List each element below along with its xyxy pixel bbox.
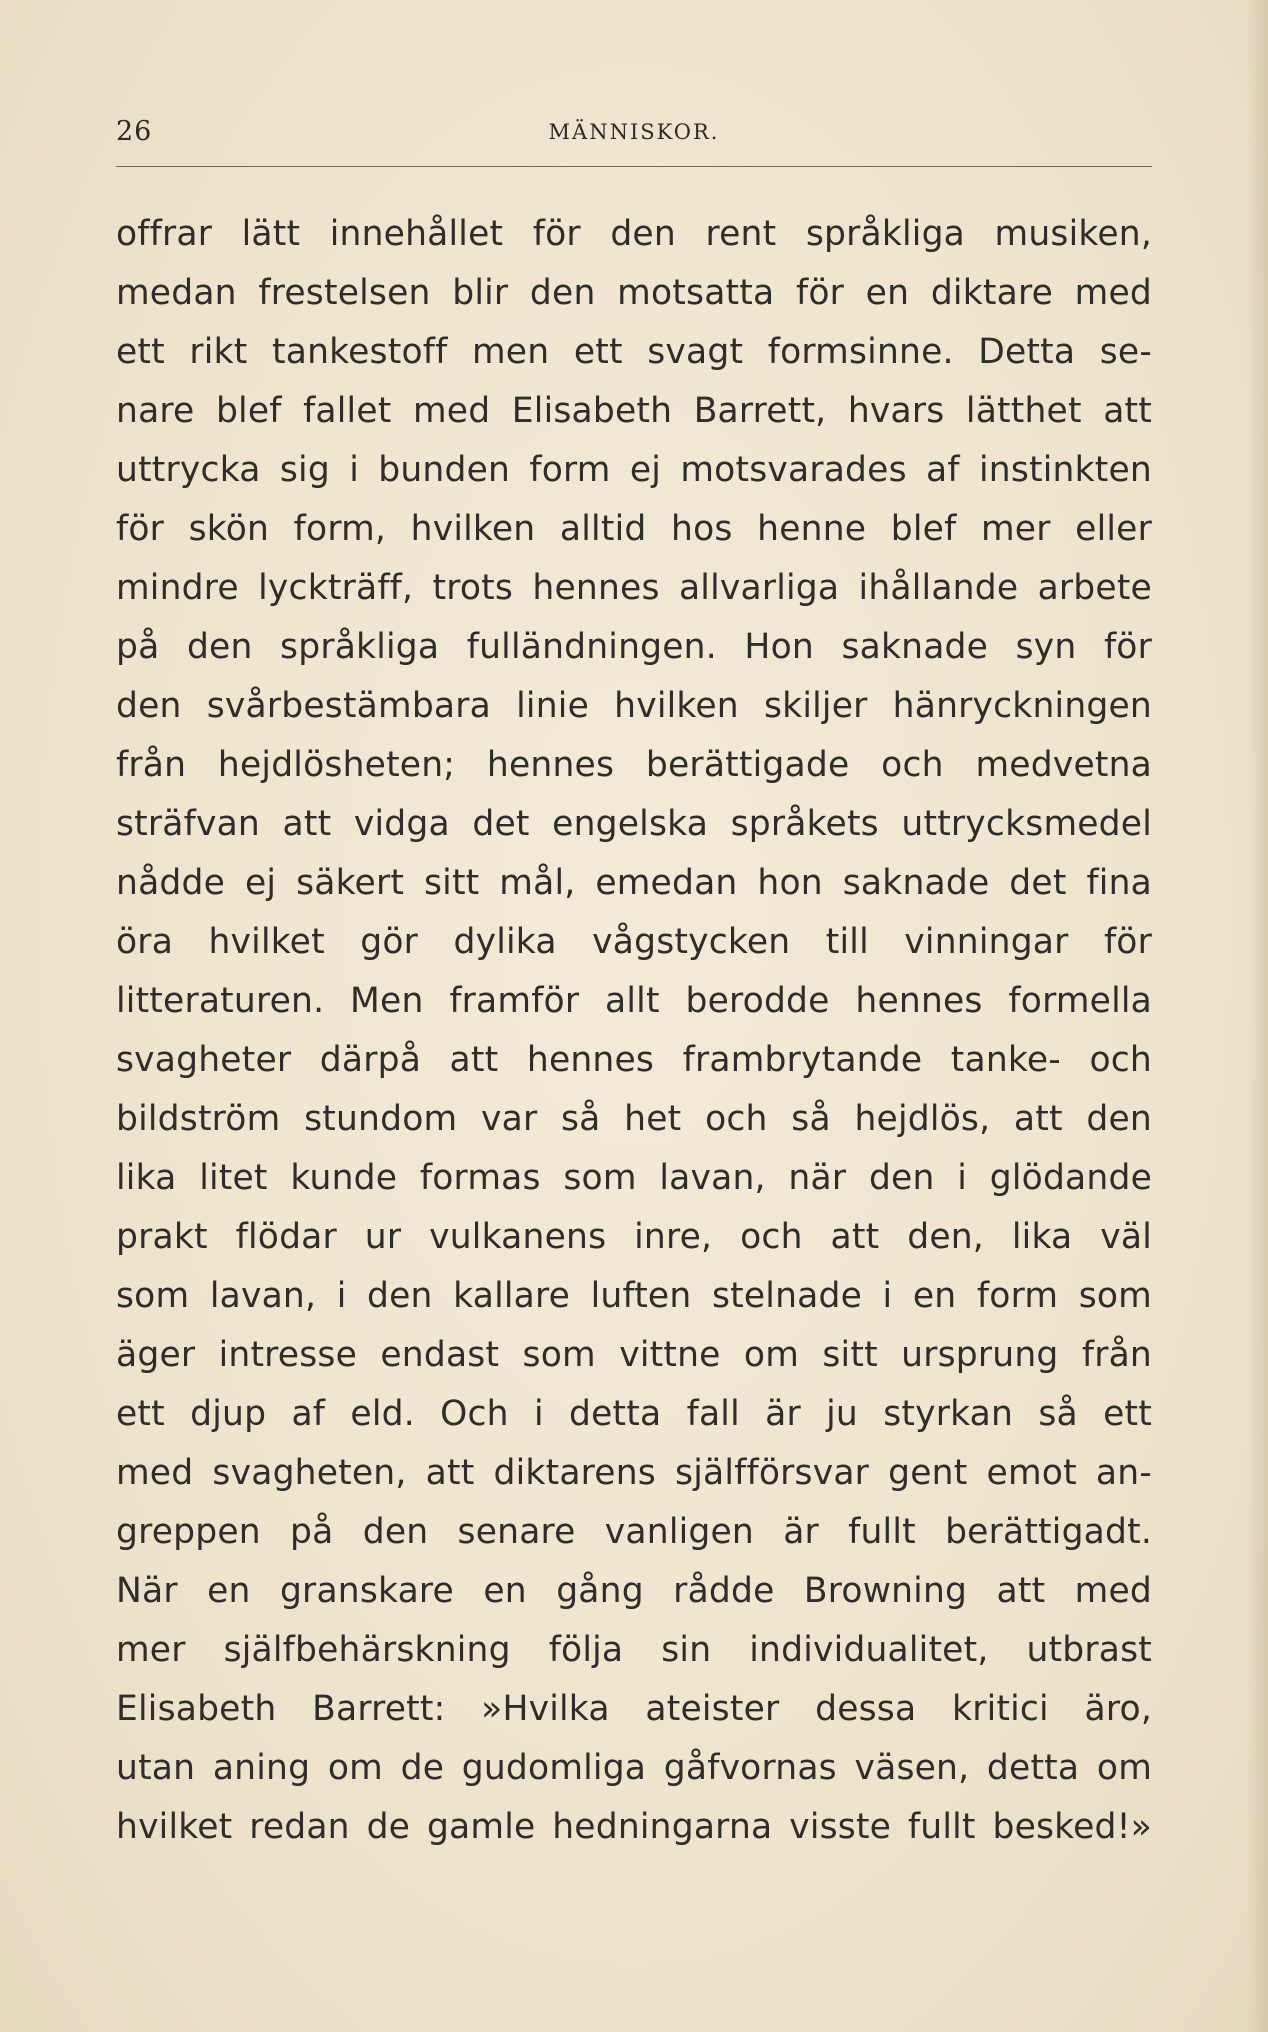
text-line: som lavan, i den kallare luften stelnade i en form som bbox=[116, 1276, 1152, 1316]
text-line: hvilket redan de gamle hedningarna visste fullt besked!» bbox=[116, 1807, 1152, 1847]
text-line: på den språkliga fulländningen. Hon saknade syn för bbox=[116, 627, 1152, 667]
running-title: MÄNNISKOR. bbox=[548, 120, 720, 144]
text-line: bildström stundom var så het och så hejdlös, att den bbox=[116, 1099, 1152, 1139]
text-line: ett rikt tankestoff men ett svagt formsinne. Detta se- bbox=[116, 332, 1152, 372]
text-line: uttrycka sig i bunden form ej motsvarades af instinkten bbox=[116, 450, 1152, 490]
page-number: 26 bbox=[116, 116, 153, 147]
text-line: offrar lätt innehållet för den rent språkliga musiken, bbox=[116, 214, 1152, 254]
text-line: svagheter därpå att hennes frambrytande tanke- och bbox=[116, 1040, 1152, 1080]
text-line: nådde ej säkert sitt mål, emedan hon saknade det fina bbox=[116, 863, 1152, 903]
text-line: Elisabeth Barrett: »Hvilka ateister dessa kritici äro, bbox=[116, 1689, 1152, 1729]
text-line: utan aning om de gudomliga gåfvornas väsen, detta om bbox=[116, 1748, 1152, 1788]
text-line: prakt flödar ur vulkanens inre, och att den, lika väl bbox=[116, 1217, 1152, 1257]
text-line: den svårbestämbara linie hvilken skiljer hänryckningen bbox=[116, 686, 1152, 726]
text-line: sträfvan att vidga det engelska språkets uttrycksmedel bbox=[116, 804, 1152, 844]
text-line: mindre lyckträff, trots hennes allvarliga ihållande arbete bbox=[116, 568, 1152, 608]
text-line: från hejdlösheten; hennes berättigade och medvetna bbox=[116, 745, 1152, 785]
text-line: ett djup af eld. Och i detta fall är ju styrkan så ett bbox=[116, 1394, 1152, 1434]
page-edge-shadow bbox=[1246, 0, 1268, 2032]
header-rule bbox=[116, 166, 1152, 167]
text-line: lika litet kunde formas som lavan, när den i glödande bbox=[116, 1158, 1152, 1198]
text-line: När en granskare en gång rådde Browning att med bbox=[116, 1571, 1152, 1611]
body-text bbox=[116, 205, 1152, 1857]
text-line: för skön form, hvilken alltid hos henne blef mer eller bbox=[116, 509, 1152, 549]
page-header bbox=[116, 112, 1152, 164]
text-line: medan frestelsen blir den motsatta för en diktare med bbox=[116, 273, 1152, 313]
text-line: med svagheten, att diktarens själfförsvar gent emot an- bbox=[116, 1453, 1152, 1493]
text-line: mer själfbehärskning följa sin individualitet, utbrast bbox=[116, 1630, 1152, 1670]
text-line: äger intresse endast som vittne om sitt ursprung från bbox=[116, 1335, 1152, 1375]
text-line: öra hvilket gör dylika vågstycken till vinningar för bbox=[116, 922, 1152, 962]
text-line: nare blef fallet med Elisabeth Barrett, hvars lätthet att bbox=[116, 391, 1152, 431]
text-line: greppen på den senare vanligen är fullt berättigadt. bbox=[116, 1512, 1152, 1552]
text-line: litteraturen. Men framför allt berodde hennes formella bbox=[116, 981, 1152, 1021]
